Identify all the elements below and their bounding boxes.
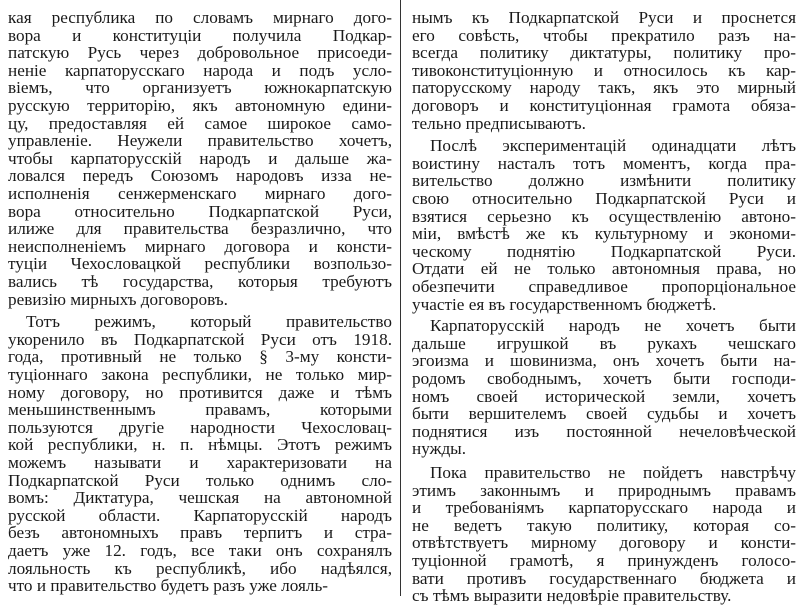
text-line: Подкарпатской Руси только однимъ сло- [8, 470, 392, 490]
text-line: вати противъ государственнаго бюджета и [412, 568, 796, 588]
text-line: вительство должно измѣнити политику [412, 171, 796, 191]
text-line: эгоизма и шовинизма, онъ хочетъ быти на- [412, 351, 796, 371]
text-line: года, противный не только § 3-му консти- [8, 347, 392, 367]
text-line: ревизію мирныхъ договоровъ. [8, 289, 228, 309]
text-line: меньшинственнымъ правамъ, которыми [8, 400, 392, 420]
text-line: Послѣ экспериментацій одинадцати лѣтъ [430, 136, 796, 156]
text-line: договоръ и конституціонная грамота обяза- [412, 96, 796, 115]
text-line: пользуются другіе народности Чехословац- [8, 417, 392, 437]
text-line: вались тѣ государства, которыя требуютъ [8, 272, 392, 291]
text-line: Тотъ режимъ, который правительство [26, 312, 392, 332]
text-line: ческому поднятію Подкарпатской Руси. [412, 241, 796, 261]
column-divider [400, 0, 401, 596]
text-line: дальше игрушкой въ рукахъ чешскаго [412, 333, 796, 353]
text-line: патскую Русь через добровольное присоеди- [8, 43, 392, 63]
text-line: туціи Чехословацкой республики возпользо- [8, 254, 392, 274]
text-line: ному договору, но противится даже и тѣмъ [8, 382, 392, 402]
text-line: русской области. Карпаторусскій народъ [8, 505, 392, 525]
text-line: нымъ къ Подкарпатской Руси и проснется [412, 8, 796, 27]
text-line: нужды. [412, 439, 467, 459]
text-line: вора относительно Подкарпатской Руси, [8, 201, 392, 221]
text-line: и требованіямъ карпаторусскаго народа и [412, 498, 796, 518]
text-line: неисполненіемъ мирнаго договора и консти- [8, 236, 392, 256]
text-line: цу, предоставляя ей самое широкое само- [8, 113, 392, 133]
text-line: Отдати ей не только автономныя права, но [412, 259, 796, 279]
text-line: міи, вмѣстѣ же къ культурному и экономи- [412, 224, 796, 244]
text-line: его совѣсть, чтобы прекратило разъ на- [412, 25, 796, 45]
text-line: взятися серьезно къ осуществленію автоно- [412, 206, 796, 226]
text-line: не ведетъ такую политику, которая со- [412, 515, 796, 535]
text-line: безъ автономныхъ правъ терпитъ и стра- [8, 523, 392, 543]
text-line: вомъ: Диктатура, чешская на автономной [8, 488, 392, 508]
text-line: тельно предписываютъ. [412, 113, 586, 133]
text-line: поднятися изъ постоянной нечеловѣческой [412, 421, 796, 441]
text-line: туціонной грамотѣ, я принужденъ голосо- [412, 551, 796, 570]
text-line: тивоконституціонную и относилось къ кар- [412, 60, 796, 80]
text-line: віемъ, что организуетъ южнокарпатскую [8, 78, 392, 98]
text-line: родомъ свободнымъ, хочетъ быти господи- [412, 369, 796, 388]
text-line: Карпаторусскій народъ не хочетъ быти [430, 316, 796, 336]
text-line: воистину насталъ тотъ моментъ, когда пра- [412, 153, 796, 173]
text-line: неніе карпаторусскаго народа и подъ усло- [8, 60, 392, 80]
text-line: илиже для правительства безразлично, что [8, 219, 392, 239]
text-line: Пока правительство не пойдетъ навстрѣчу [430, 463, 796, 482]
text-line: паторусскому народу такъ, якъ это мирный [412, 78, 796, 98]
text-line: исполненія сенжерменскаго мирнаго дого- [8, 184, 392, 203]
text-line: укоренило въ Подкарпатской Руси отъ 1918. [8, 329, 392, 349]
text-line: свою относительно Подкарпатской Руси и [412, 189, 796, 208]
text-line: управленіе. Неужели правительство хочетъ, [8, 131, 392, 151]
text-line: туціоннаго закона республики, не только мир- [8, 365, 392, 384]
text-line: можемъ называти и характеризовати на [8, 453, 392, 472]
text-line: этимъ законнымъ и природнымъ правамъ [412, 480, 796, 500]
text-line: участіе ея въ государственномъ бюджетѣ. [412, 294, 717, 314]
text-line: съ тѣмъ выразити недовѣріе правительству. [412, 586, 732, 606]
text-line: ловался передъ Союзомъ народовъ изза не- [8, 166, 392, 186]
text-line: что и правительство будетъ разъ уже лояль- [8, 576, 329, 596]
text-line: русскую территорію, якъ автономную едини- [8, 96, 392, 115]
text-line: чтобы карпаторусскій народъ и дальше жа- [8, 148, 392, 168]
text-line: номъ своей исторической земли, хочетъ [412, 386, 796, 406]
text-line: кая республика по словамъ мирнаго дого- [8, 8, 392, 27]
text-line: лояльность къ республикѣ, ибо надѣялся, [8, 558, 392, 578]
text-line: вора и конституціи получила Подкар- [8, 25, 392, 45]
text-line: кой республики, н. п. нѣмцы. Этотъ режимъ [8, 435, 392, 455]
text-line: всегда политику диктатуры, политику про- [412, 43, 796, 63]
text-line: отвѣтствуетъ мирному договору и консти- [412, 533, 796, 553]
text-line: даетъ уже 12. годъ, все таки онъ сохранялъ [8, 541, 392, 560]
text-line: обезпечити справедливое пропорціональное [412, 277, 796, 296]
text-line: быти вершителемъ своей судьбы и хочетъ [412, 404, 796, 424]
